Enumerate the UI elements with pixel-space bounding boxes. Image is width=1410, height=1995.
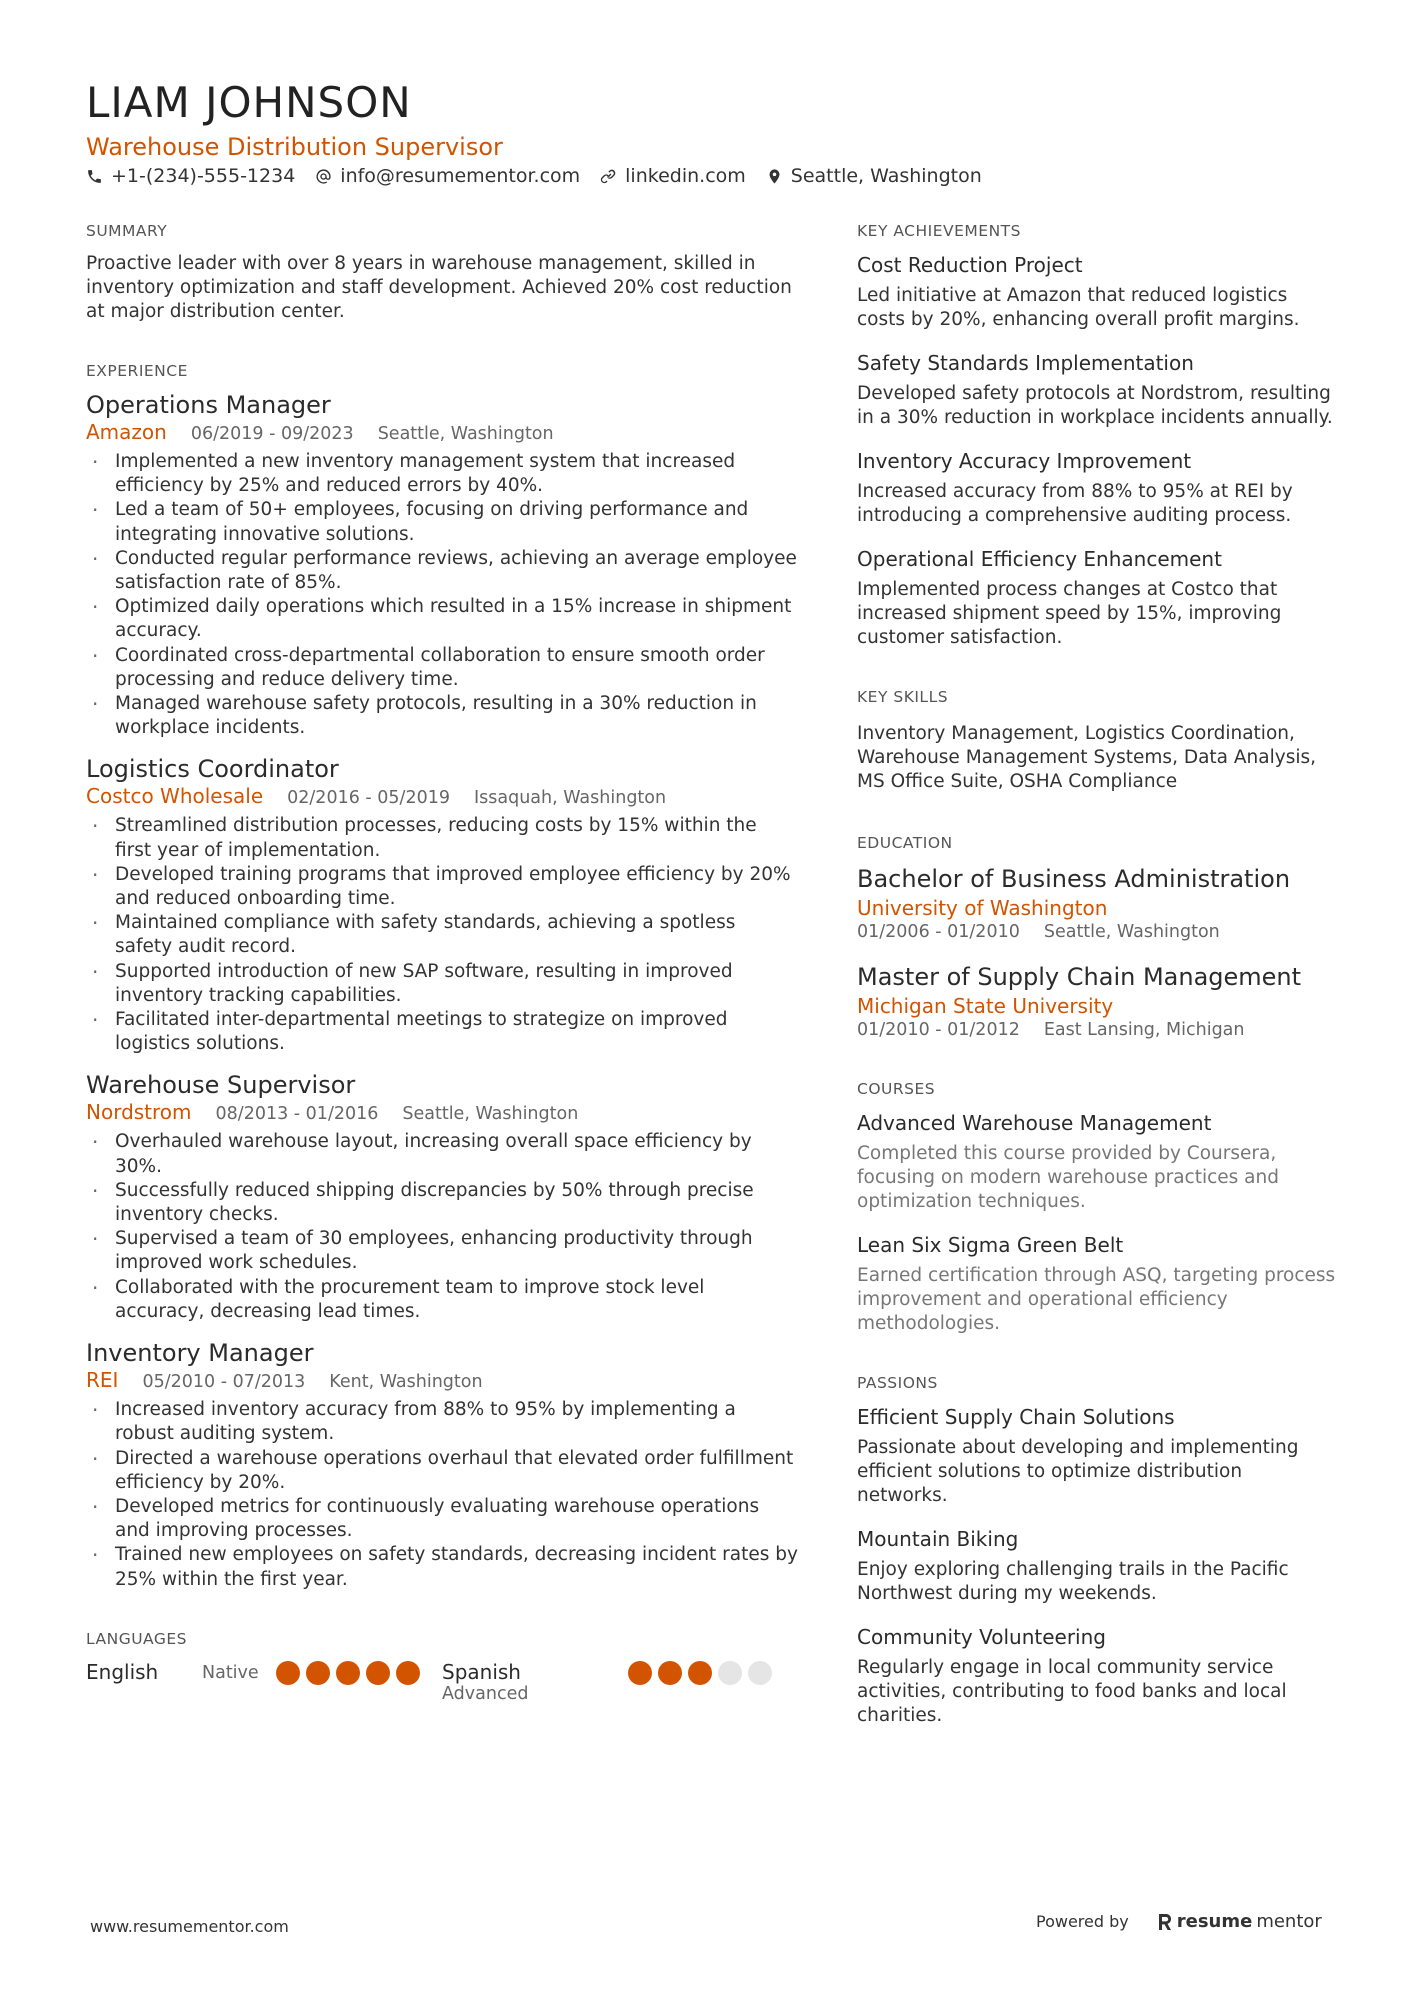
job-bullets [86, 1130, 798, 1324]
job-bullet: · Managed warehouse safety protocols, resulting in a 30% reduction in workplace incidents. [86, 692, 798, 740]
left-column [86, 222, 798, 1704]
contact-location [766, 165, 982, 187]
rating-dot-filled [366, 1661, 390, 1685]
job-list [86, 390, 798, 1592]
job-meta [86, 420, 798, 444]
course-list [857, 1110, 1337, 1336]
job-bullet: · Trained new employees on safety standards, decreasing incident rates by 25% within the first year. [86, 1543, 798, 1591]
brand-name-bold: resume [1176, 1911, 1253, 1932]
skills-heading: KEY SKILLS [857, 688, 949, 706]
job-entry [86, 754, 798, 1056]
footer-website-link[interactable]: www.resumementor.com [90, 1917, 289, 1936]
education-degree: Bachelor of Business Administration [857, 865, 1291, 893]
achievement-text: Implemented process changes at Costco that increased shipment speed by 15%, improving customer satisfaction. [857, 579, 1282, 648]
passion-text: Enjoy exploring challenging trails in the Pacific Northwest during my weekends. [857, 1559, 1289, 1604]
rating-dot-empty [718, 1661, 742, 1685]
job-dates: 05/2010 - 07/2013 [142, 1372, 306, 1393]
passion-item [857, 1624, 1337, 1728]
skills-section [857, 688, 1337, 794]
job-bullet: · Conducted regular performance reviews, achieving an average employee satisfaction rate of 85%. [86, 547, 798, 595]
experience-heading: EXPERIENCE [86, 362, 188, 380]
passion-title: Mountain Biking [857, 1527, 1019, 1551]
job-entry [86, 1338, 798, 1592]
rating-dot-filled [396, 1661, 420, 1685]
job-bullet: · Supported introduction of new SAP software, resulting in improved inventory tracking capabilities. [86, 960, 798, 1008]
courses-section [857, 1080, 1337, 1336]
job-bullet: · Led a team of 50+ employees, focusing on driving performance and integrating innovative solutions. [86, 498, 798, 546]
job-bullet: · Collaborated with the procurement team to improve stock level accuracy, decreasing lead times. [86, 1276, 798, 1324]
summary-heading: SUMMARY [86, 222, 168, 240]
candidate-role: Warehouse Distribution Supervisor [86, 133, 503, 161]
location-pin-icon [766, 168, 783, 185]
job-bullet: · Facilitated inter-departmental meetings to strategize on improved logistics solutions. [86, 1008, 798, 1056]
education-degree: Master of Supply Chain Management [857, 963, 1302, 991]
language-level: Advanced [442, 1683, 529, 1704]
language-list [86, 1660, 798, 1704]
linkedin-text: linkedin.com [625, 165, 746, 187]
rating-dot-filled [306, 1661, 330, 1685]
course-title: Lean Six Sigma Green Belt [857, 1233, 1124, 1257]
rating-dot-filled [276, 1661, 300, 1685]
job-bullet: · Developed metrics for continuously evaluating warehouse operations and improving processes. [86, 1495, 798, 1543]
rating-dot-filled [658, 1661, 682, 1685]
job-bullet: · Coordinated cross-departmental collaboration to ensure smooth order processing and reduce delivery time. [86, 644, 798, 692]
language-rating [628, 1660, 772, 1685]
summary-text: Proactive leader with over 8 years in warehouse management, skilled in inventory optimization and staff development. Achieved 20% cost reduction at major distribution center. [86, 253, 792, 322]
achievement-title: Operational Efficiency Enhancement [857, 547, 1222, 571]
course-item [857, 1232, 1337, 1336]
candidate-name: LIAM JOHNSON [86, 78, 412, 127]
languages-section [86, 1630, 798, 1704]
passion-list [857, 1404, 1337, 1728]
courses-heading: COURSES [857, 1080, 936, 1098]
job-meta [86, 784, 798, 808]
job-location: Seattle, Washington [377, 424, 554, 444]
powered-by-label: Powered by [1036, 1912, 1129, 1931]
job-bullet: · Supervised a team of 30 employees, enhancing productivity through improved work schedules. [86, 1227, 798, 1275]
achievement-item [857, 448, 1337, 528]
job-meta [86, 1100, 798, 1124]
language-level: Native [202, 1662, 259, 1683]
job-bullet: · Implemented a new inventory management system that increased efficiency by 25% and reduced errors by 40%. [86, 450, 798, 498]
job-title: Operations Manager [86, 391, 331, 419]
job-dates: 08/2013 - 01/2016 [215, 1104, 379, 1125]
job-bullet: · Optimized daily operations which resulted in a 15% increase in shipment accuracy. [86, 595, 798, 643]
job-dates: 06/2019 - 09/2023 [190, 424, 354, 444]
rating-dot-empty [748, 1661, 772, 1685]
education-meta [857, 1020, 1337, 1040]
job-bullet: · Increased inventory accuracy from 88% to 95% by implementing a robust auditing system. [86, 1398, 798, 1446]
summary-section [86, 222, 798, 324]
achievement-item [857, 350, 1337, 430]
education-school: University of Washington [857, 896, 1108, 920]
experience-section [86, 362, 798, 1592]
language-item [86, 1660, 442, 1704]
phone-icon [86, 168, 103, 185]
passion-item [857, 1404, 1337, 1508]
footer-brand [1036, 1911, 1322, 1932]
languages-heading: LANGUAGES [86, 1629, 188, 1648]
education-item [857, 962, 1337, 1040]
achievement-title: Inventory Accuracy Improvement [857, 449, 1192, 473]
achievement-item [857, 546, 1337, 650]
job-entry [86, 390, 798, 740]
passion-item [857, 1526, 1337, 1606]
education-heading: EDUCATION [857, 834, 953, 852]
job-title: Warehouse Supervisor [86, 1071, 356, 1100]
language-rating [276, 1660, 420, 1685]
job-bullet: · Maintained compliance with safety standards, achieving a spotless safety audit record. [86, 911, 798, 959]
education-dates: 01/2010 - 01/2012 [857, 1020, 1020, 1040]
course-text: Completed this course provided by Coursera, focusing on modern warehouse practices and optimization techniques. [857, 1143, 1279, 1212]
job-bullet: · Successfully reduced shipping discrepancies by 50% through precise inventory checks. [86, 1179, 798, 1227]
achievements-section [857, 222, 1337, 650]
job-dates: 02/2016 - 05/2019 [287, 788, 450, 809]
achievement-list [857, 252, 1337, 650]
job-bullet: · Streamlined distribution processes, reducing costs by 15% within the first year of implementation. [86, 814, 798, 862]
achievement-item [857, 252, 1337, 332]
course-text: Earned certification through ASQ, targeting process improvement and operational efficiency methodologies. [857, 1265, 1336, 1334]
job-bullets [86, 450, 798, 740]
education-school: Michigan State University [857, 994, 1114, 1018]
job-bullets [86, 814, 798, 1056]
job-bullet: · Directed a warehouse operations overhaul that elevated order fulfillment efficiency by 20%. [86, 1447, 798, 1495]
job-bullets [86, 1398, 798, 1592]
rating-dot-filled [628, 1661, 652, 1685]
job-meta [86, 1368, 798, 1392]
job-entry [86, 1070, 798, 1324]
education-meta [857, 922, 1337, 942]
brand-name-rest: mentor [1256, 1911, 1322, 1932]
job-title: Logistics Coordinator [86, 755, 339, 784]
education-list [857, 864, 1337, 1040]
job-company: REI [86, 1368, 119, 1393]
education-location: East Lansing, Michigan [1043, 1020, 1245, 1040]
education-item [857, 864, 1337, 942]
language-name: English [86, 1659, 159, 1684]
job-location: Kent, Washington [329, 1372, 483, 1393]
contact-linkedin[interactable] [600, 165, 746, 187]
email-text: info@resumementor.com [340, 165, 581, 187]
passion-text: Regularly engage in local community service activities, contributing to food banks and local charities. [857, 1657, 1287, 1726]
course-item [857, 1110, 1337, 1214]
course-title: Advanced Warehouse Management [857, 1111, 1212, 1135]
language-item [442, 1660, 798, 1704]
rating-dot-filled [688, 1661, 712, 1685]
contact-bar [86, 165, 982, 187]
achievement-text: Developed safety protocols at Nordstrom, resulting in a 30% reduction in workplace incidents annually. [857, 383, 1333, 428]
job-company: Nordstrom [86, 1100, 192, 1125]
education-section [857, 834, 1337, 1040]
language-name: Spanish [442, 1659, 521, 1684]
job-company: Costco Wholesale [86, 784, 264, 809]
achievement-text: Led initiative at Amazon that reduced logistics costs by 20%, enhancing overall profit margins. [857, 285, 1300, 330]
at-icon [315, 168, 332, 185]
achievement-title: Safety Standards Implementation [857, 351, 1194, 375]
passion-text: Passionate about developing and implementing efficient solutions to optimize distribution networks. [857, 1437, 1299, 1506]
brand-mark-icon [1157, 1912, 1173, 1932]
link-icon [600, 168, 617, 185]
location-text: Seattle, Washington [790, 165, 982, 187]
job-bullet: · Developed training programs that improved employee efficiency by 20% and reduced onboarding time. [86, 863, 798, 911]
education-location: Seattle, Washington [1043, 922, 1220, 942]
achievement-title: Cost Reduction Project [857, 253, 1083, 277]
job-title: Inventory Manager [86, 1339, 314, 1368]
passions-heading: PASSIONS [857, 1374, 938, 1392]
passions-section [857, 1374, 1337, 1728]
achievements-heading: KEY ACHIEVEMENTS [857, 222, 1021, 240]
contact-phone[interactable] [86, 165, 295, 187]
language-text [442, 1660, 628, 1704]
job-company: Amazon [86, 420, 167, 444]
right-column [857, 222, 1337, 1746]
rating-dot-filled [336, 1661, 360, 1685]
skills-text: Inventory Management, Logistics Coordination, Warehouse Management Systems, Data Analysis, MS Office Suite, OSHA Compliance [857, 723, 1316, 792]
job-bullet: · Overhauled warehouse layout, increasing overall space efficiency by 30%. [86, 1130, 798, 1178]
job-location: Seattle, Washington [402, 1104, 579, 1125]
passion-title: Efficient Supply Chain Solutions [857, 1405, 1175, 1429]
education-dates: 01/2006 - 01/2010 [857, 922, 1020, 942]
brand-logo[interactable] [1157, 1911, 1322, 1932]
job-location: Issaquah, Washington [473, 788, 667, 809]
passion-title: Community Volunteering [857, 1625, 1106, 1649]
achievement-text: Increased accuracy from 88% to 95% at REI by introducing a comprehensive auditing process. [857, 481, 1293, 526]
phone-text: +1-(234)-555-1234 [111, 165, 296, 187]
contact-email[interactable] [315, 165, 580, 187]
